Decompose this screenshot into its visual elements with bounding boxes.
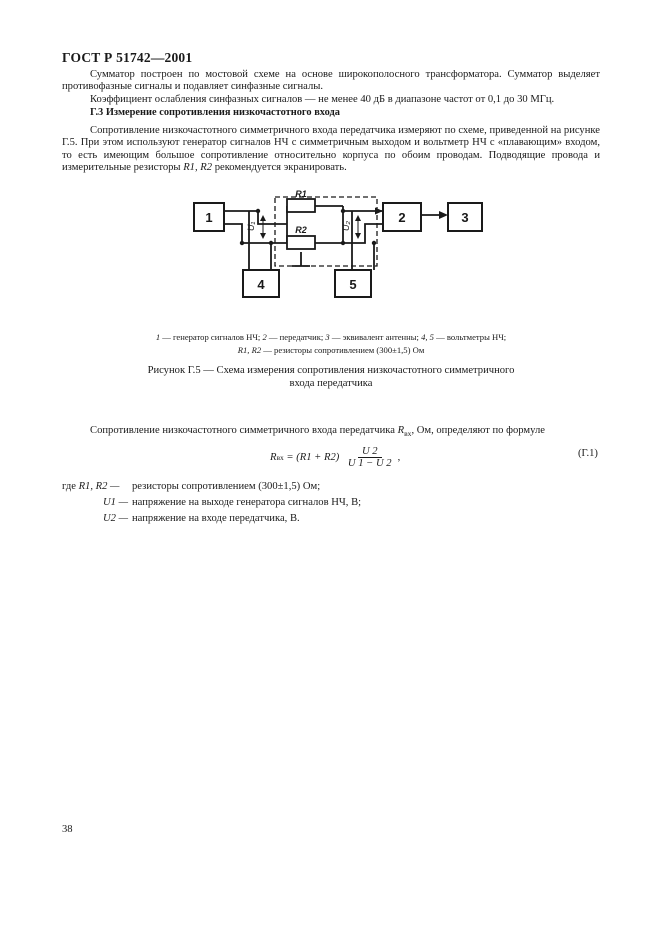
- caption-symbol: 3: [325, 332, 330, 342]
- block-4-label: 4: [257, 277, 265, 292]
- paragraph-summator: Сумматор построен по мостовой схеме на основе широкополосного трансформатора. Сумматор выделяет противофазные сигналы и подавляет синфазные сигналы.: [62, 69, 600, 93]
- formula-fraction: [344, 446, 396, 469]
- symbol-legend-row: [62, 479, 600, 495]
- caption-symbol: 2: [262, 332, 267, 342]
- formula-intro: [62, 425, 600, 441]
- block-5-label: 5: [349, 277, 357, 292]
- paragraph-measurement-text: Сопротивление низкочастотного симметричного входа передатчика измеряют по схеме, приведенной на рисунке Г.5. При этом используют генератор сигналов НЧ с симметричным выходом и вольтметр НЧ с «плавающим» входом, то есть имеющим большое сопротивление относительно корпуса по обоим проводам. Подводящие провода и измерительные резисторы: [62, 125, 600, 174]
- document-code: ГОСТ Р 51742—2001: [62, 50, 193, 65]
- symbol-legend-row: [62, 495, 600, 511]
- paragraph-coefficient: Коэффициент ослабления синфазных сигналов — не менее 40 дБ в диапазоне частот от 0,1 до 30 МГц.: [90, 94, 555, 105]
- figure-legend-line-1: [62, 331, 600, 344]
- formula-tail: ,: [397, 451, 401, 463]
- caption-text: — эквивалент антенны;: [329, 332, 422, 342]
- block-3-label: 3: [461, 210, 469, 225]
- paragraph-measurement-end: рекомендуется экранировать.: [212, 162, 347, 174]
- page-number: 38: [62, 824, 73, 835]
- caption-text: — передатчик;: [266, 332, 326, 342]
- r1-label: R1: [295, 189, 307, 199]
- formula-lhs-subscript: вх: [276, 452, 284, 462]
- symbol-legend-desc: напряжение на входе передатчика, В.: [132, 513, 300, 524]
- figure-title: [62, 365, 600, 390]
- symbol-legend-row: [62, 511, 600, 527]
- symbol-legend-term: U2 —: [102, 513, 128, 524]
- formula-denominator: U 1 − U 2: [347, 457, 392, 469]
- figure-title-line-1: Рисунок Г.5 — Схема измерения сопротивления низкочастотного симметричного: [147, 365, 515, 376]
- caption-symbol: R1, R2: [237, 345, 262, 355]
- formula-lhs: R: [270, 451, 277, 463]
- symbol-legend-desc: напряжение на выходе генератора сигналов НЧ, В;: [132, 497, 362, 508]
- caption-symbol: 1: [155, 332, 161, 342]
- formula-intro-subscript: вх: [404, 429, 412, 439]
- formula-intro-text: Сопротивление низкочастотного симметричного входа передатчика: [90, 425, 398, 436]
- caption-symbol: 4, 5: [421, 332, 434, 342]
- caption-text: — генератор сигналов НЧ;: [160, 332, 263, 342]
- figure-title-line-2: входа передатчика: [289, 377, 373, 389]
- section-subheading: Г.3 Измерение сопротивления низкочастотного входа: [90, 107, 340, 118]
- symbol-legend-term: U1 —: [102, 497, 128, 508]
- formula-intro-symbol: R: [397, 425, 405, 436]
- symbol-legend-term: где R1, R2 —: [62, 481, 120, 492]
- formula-g1: [270, 442, 400, 472]
- figure-legend-line-2: [62, 344, 600, 357]
- formula-numerator: U 2: [358, 446, 382, 458]
- u2-label: U₂: [341, 221, 351, 231]
- paragraph-measurement: [62, 125, 600, 175]
- r2-label: R2: [295, 225, 307, 235]
- formula-middle: = (R1 + R2): [283, 451, 342, 463]
- figure-legend: [62, 331, 600, 357]
- formula-intro-end: , Ом, определяют по формуле: [411, 425, 545, 436]
- block-2-label: 2: [398, 210, 406, 225]
- symbol-legend: [62, 479, 600, 527]
- formula-number: (Г.1): [578, 448, 598, 459]
- resistor-r1: [287, 199, 315, 212]
- symbol-legend-desc: резисторы сопротивлением (300±1,5) Ом;: [132, 481, 321, 492]
- resistor-r2: [287, 236, 315, 249]
- resistor-symbols: R1, R2: [183, 162, 213, 174]
- caption-text: — резисторы сопротивлением (300±1,5) Ом: [261, 345, 425, 355]
- u1-label: U₁: [246, 221, 256, 231]
- block-1-label: 1: [205, 210, 213, 225]
- circuit-diagram: [180, 186, 500, 314]
- caption-text: — вольтметры НЧ;: [433, 332, 507, 342]
